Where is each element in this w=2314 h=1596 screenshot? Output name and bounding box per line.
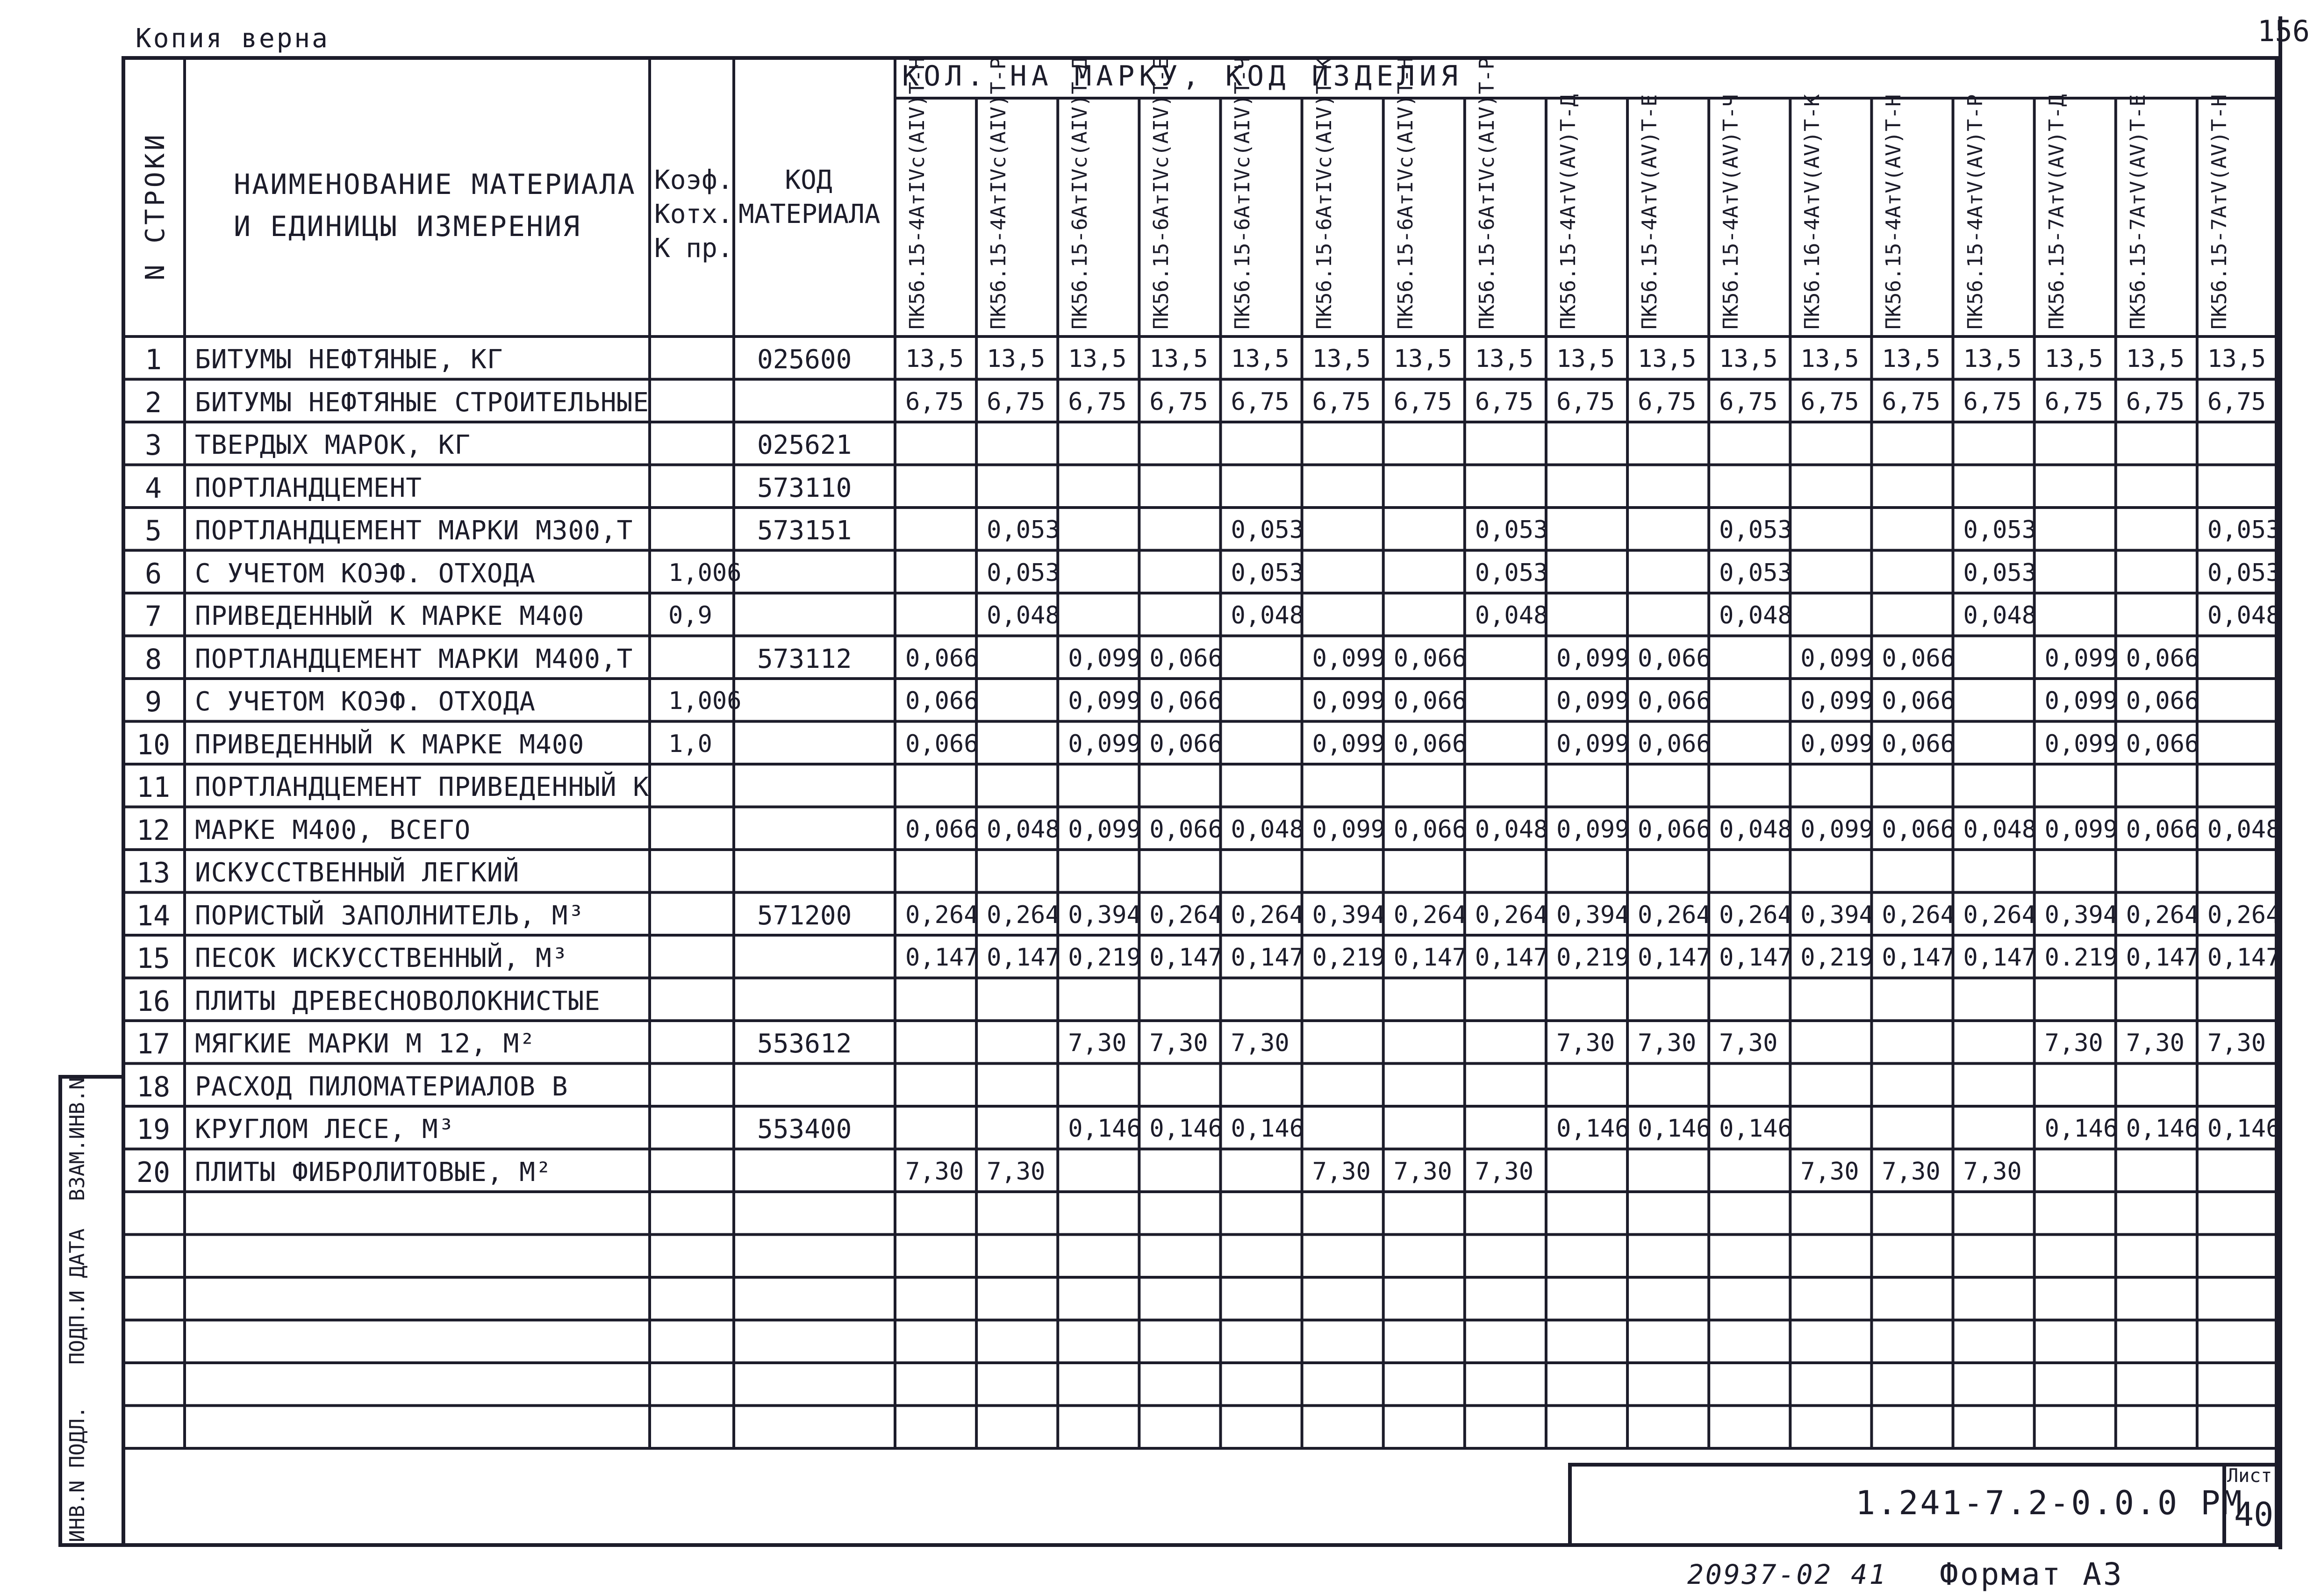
product-code-header: ПК56.15-6АтIVс(АIV)Т-Ч: [1231, 57, 1255, 329]
quantity-value: 6,75: [1638, 387, 1697, 416]
material-name: ПОРТЛАНДЦЕМЕНТ МАРКИ М400,Т: [195, 644, 633, 674]
quantity-value: 0,147: [1638, 944, 1711, 972]
header-name-line1: НАИМЕНОВАНИЕ МАТЕРИАЛА: [234, 168, 636, 201]
quantity-value: 0,053: [987, 516, 1060, 544]
quantity-value: 0,053: [1719, 516, 1792, 544]
quantity-value: 7,30: [987, 1157, 1046, 1186]
quantity-value: 0.219: [2044, 944, 2118, 972]
quantity-value: 0,264: [1638, 901, 1711, 929]
material-name: ТВЕРДЫХ МАРОК, КГ: [195, 430, 471, 460]
quantity-value: 7,30: [1149, 1029, 1208, 1057]
header-coef-line2: Котх.: [654, 199, 733, 229]
quantity-value: 0,048: [2207, 601, 2281, 630]
quantity-value: 0,146: [1719, 1115, 1792, 1143]
product-code-header: ПК56.16-4АтV(АV)Т-К: [1800, 94, 1825, 329]
product-code-header: ПК56.15-4АтV(АV)Т-Н: [1882, 94, 1906, 329]
material-name: С УЧЕТОМ КОЭФ. ОТХОДА: [195, 687, 536, 717]
quantity-value: 7,30: [2126, 1029, 2185, 1057]
quantity-value: 6,75: [1800, 387, 1859, 416]
quantity-value: 0,264: [1963, 901, 2037, 929]
quantity-value: 13,5: [1719, 345, 1778, 373]
row-number: 2: [144, 386, 162, 419]
header-code-line2: МАТЕРИАЛА: [738, 199, 881, 229]
quantity-value: 0,099: [1556, 644, 1630, 673]
quantity-value: 0,099: [1800, 730, 1874, 758]
quantity-value: 0,066: [2126, 730, 2199, 758]
quantity-value: 0,053: [1963, 516, 2037, 544]
quantity-value: 0,053: [987, 558, 1060, 587]
quantity-value: 0,066: [1638, 644, 1711, 673]
quantity-value: 0,147: [905, 944, 979, 972]
side-stamp-label: ИНВ.N ПОДЛ.: [65, 1406, 89, 1542]
quantity-value: 0,048: [1963, 815, 2037, 844]
quantity-value: 0,048: [987, 815, 1060, 844]
quantity-value: 0,146: [2207, 1115, 2281, 1143]
quantity-value: 0,099: [1800, 644, 1874, 673]
sheet-number: 40: [2234, 1496, 2274, 1534]
product-code-header: ПК56.15-4АтIVс(АIV)Т-Р: [987, 57, 1011, 329]
quantity-value: 7,30: [1068, 1029, 1127, 1057]
quantity-value: 0,066: [1149, 815, 1223, 844]
quantity-value: 0,147: [987, 944, 1060, 972]
quantity-value: 0,066: [905, 644, 979, 673]
quantity-value: 0,146: [1068, 1115, 1141, 1143]
material-name: КРУГЛОМ ЛЕСЕ, М³: [195, 1114, 455, 1145]
quantity-value: 0,264: [1719, 901, 1792, 929]
quantity-value: 0,099: [1312, 815, 1386, 844]
quantity-value: 6,75: [1393, 387, 1452, 416]
quantity-value: 13,5: [905, 345, 964, 373]
quantity-value: 6,75: [1882, 387, 1941, 416]
material-name: С УЧЕТОМ КОЭФ. ОТХОДА: [195, 558, 536, 589]
product-code-header: ПК56.15-4АтV(АV)Т-Д: [1556, 94, 1580, 329]
header-code-line1: КОД: [785, 165, 832, 195]
quantity-value: 0,147: [2126, 944, 2199, 972]
material-code: 571200: [757, 900, 852, 931]
side-stamp: [58, 1075, 122, 1547]
quantity-value: 6,75: [2044, 387, 2103, 416]
quantity-value: 0,099: [1068, 644, 1141, 673]
quantity-value: 6,75: [2207, 387, 2266, 416]
quantity-value: 13,5: [1149, 345, 1208, 373]
quantity-value: 7,30: [905, 1157, 964, 1186]
material-name: МЯГКИЕ МАРКИ М 12, М²: [195, 1029, 536, 1059]
quantity-value: 0,066: [1393, 730, 1467, 758]
row-number: 15: [136, 942, 171, 975]
coefficient-value: 1,006: [668, 558, 742, 587]
frame-right-border: [2278, 16, 2287, 1549]
quantity-value: 13,5: [2207, 345, 2266, 373]
quantity-value: 0,147: [1963, 944, 2037, 972]
sheet-label: Лист: [2227, 1465, 2272, 1487]
quantity-value: 0,147: [1149, 944, 1223, 972]
quantity-value: 0,147: [2207, 944, 2281, 972]
quantity-value: 0,147: [1882, 944, 1955, 972]
quantity-value: 0,048: [1963, 601, 2037, 630]
row-number: 12: [136, 814, 171, 847]
top-note: Копия верна: [136, 23, 330, 54]
quantity-value: 6,75: [1475, 387, 1534, 416]
quantity-value: 0,264: [987, 901, 1060, 929]
side-stamp-label: ВЗАМ.ИНВ.N: [65, 1077, 89, 1201]
quantity-value: 0,264: [1393, 901, 1467, 929]
material-code: 573112: [757, 644, 852, 674]
material-name: ПРИВЕДЕННЫЙ К МАРКЕ М400: [195, 601, 585, 631]
quantity-value: 6,75: [2126, 387, 2185, 416]
quantity-value: 0,099: [1068, 730, 1141, 758]
row-number: 3: [144, 429, 162, 462]
product-code-header: ПК56.15-6АтIVс(АIV)Т-Р: [1475, 57, 1499, 329]
material-name: РАСХОД ПИЛОМАТЕРИАЛОВ В: [195, 1071, 568, 1102]
quantity-value: 0,048: [1719, 601, 1792, 630]
quantity-value: 0,066: [1882, 730, 1955, 758]
material-name: БИТУМЫ НЕФТЯНЫЕ, КГ: [195, 344, 503, 375]
row-number: 5: [144, 515, 162, 547]
row-number: 19: [136, 1113, 171, 1146]
quantity-value: 0,264: [905, 901, 979, 929]
quantity-value: 0,048: [1231, 601, 1304, 630]
quantity-value: 0,146: [2126, 1115, 2199, 1143]
quantity-value: 7,30: [1475, 1157, 1534, 1186]
quantity-value: 7,30: [1556, 1029, 1615, 1057]
coefficient-value: 0,9: [668, 601, 712, 630]
quantity-value: 0,099: [1068, 687, 1141, 715]
bottom-format: Формат А3: [1940, 1556, 2124, 1592]
quantity-value: 0,146: [1556, 1115, 1630, 1143]
quantity-value: 0,066: [905, 730, 979, 758]
quantity-value: 0,264: [2126, 901, 2199, 929]
header-material-name: [234, 164, 636, 248]
row-number: 13: [136, 857, 171, 889]
quantity-value: 0,219: [1068, 944, 1141, 972]
material-code: 573151: [757, 515, 852, 546]
quantity-value: 0,394: [2044, 901, 2118, 929]
quantity-value: 0,048: [1475, 601, 1548, 630]
header-group-title: КОЛ. НА МАРКУ, КОД ИЗДЕЛИЯ: [902, 60, 1463, 93]
quantity-value: 0,099: [1556, 730, 1630, 758]
quantity-value: 0,048: [1231, 815, 1304, 844]
quantity-value: 0,146: [1638, 1115, 1711, 1143]
quantity-value: 13,5: [1638, 345, 1697, 373]
header-row-number: N СТРОКИ: [140, 132, 171, 280]
product-code-header: ПК56.15-6АтIVс(АIV)Т-Д: [1068, 57, 1092, 329]
quantity-value: 0,147: [1719, 944, 1792, 972]
quantity-value: 0,066: [1393, 687, 1467, 715]
row-number: 16: [136, 985, 171, 1018]
quantity-value: 7,30: [1963, 1157, 2022, 1186]
quantity-value: 6,75: [1312, 387, 1371, 416]
product-code-header: ПК56.15-4АтV(АV)Т-Ч: [1719, 94, 1743, 329]
quantity-value: 0,099: [1556, 687, 1630, 715]
row-number: 20: [136, 1156, 171, 1189]
quantity-value: 13,5: [1963, 345, 2022, 373]
material-name: ИСКУССТВЕННЫЙ ЛЕГКИЙ: [195, 858, 520, 888]
quantity-value: 0,099: [1312, 730, 1386, 758]
quantity-value: 0,147: [1393, 944, 1467, 972]
quantity-value: 0,066: [1882, 815, 1955, 844]
quantity-value: 6,75: [905, 387, 964, 416]
product-code-header: ПК56.15-4АтV(АV)Т-Е: [1638, 94, 1662, 329]
quantity-value: 6,75: [1149, 387, 1208, 416]
quantity-value: 0,099: [1800, 687, 1874, 715]
quantity-value: 0,066: [2126, 687, 2199, 715]
quantity-value: 0,394: [1068, 901, 1141, 929]
quantity-value: 0,146: [1231, 1115, 1304, 1143]
material-name: ПЕСОК ИСКУССТВЕННЫЙ, М³: [195, 943, 568, 973]
side-stamp-label: ПОДП.И ДАТА: [65, 1228, 89, 1365]
quantity-value: 7,30: [1393, 1157, 1452, 1186]
coefficient-value: 1,0: [668, 730, 712, 758]
quantity-value: 0,066: [1638, 815, 1711, 844]
quantity-value: 0,066: [1393, 644, 1467, 673]
row-number: 8: [144, 643, 162, 676]
header-coef-line1: Коэф.: [654, 165, 733, 195]
product-code-header: ПК56.15-7АтV(АV)Т-Н: [2207, 94, 2231, 329]
quantity-value: 0,264: [1882, 901, 1955, 929]
material-name: ПОРТЛАНДЦЕМЕНТ: [195, 472, 423, 503]
quantity-value: 7,30: [1800, 1157, 1859, 1186]
quantity-value: 0,066: [905, 815, 979, 844]
quantity-value: 0,053: [2207, 558, 2281, 587]
quantity-value: 0,066: [905, 687, 979, 715]
quantity-value: 0,048: [2207, 815, 2281, 844]
row-number: 1: [144, 344, 162, 376]
quantity-value: 0,066: [1638, 687, 1711, 715]
quantity-value: 7,30: [1312, 1157, 1371, 1186]
quantity-value: 6,75: [1231, 387, 1290, 416]
material-code: 025600: [757, 344, 852, 375]
quantity-value: 0,053: [2207, 516, 2281, 544]
quantity-value: 0,048: [1475, 815, 1548, 844]
quantity-value: 0,066: [1882, 644, 1955, 673]
material-name: ПРИВЕДЕННЫЙ К МАРКЕ М400: [195, 729, 585, 760]
quantity-value: 0,147: [1231, 944, 1304, 972]
document-code: 1.241-7.2-0.0.0 РМ: [1855, 1484, 2244, 1522]
material-name: ПОРТЛАНДЦЕМЕНТ МАРКИ М300,Т: [195, 515, 633, 546]
quantity-value: 0,099: [2044, 730, 2118, 758]
quantity-value: 0,066: [1882, 687, 1955, 715]
quantity-value: 0,066: [1149, 687, 1223, 715]
material-code: 025621: [757, 430, 852, 460]
quantity-value: 0,099: [1312, 687, 1386, 715]
quantity-value: 13,5: [1312, 345, 1371, 373]
quantity-value: 13,5: [987, 345, 1046, 373]
quantity-value: 13,5: [2126, 345, 2185, 373]
quantity-value: 0,048: [987, 601, 1060, 630]
quantity-value: 0,066: [1638, 730, 1711, 758]
quantity-value: 0,264: [1231, 901, 1304, 929]
quantity-value: 0,053: [1231, 516, 1304, 544]
row-number: 18: [136, 1070, 171, 1103]
product-code-header: ПК56.15-4АтIVс(АIV)Т-Н: [905, 57, 929, 329]
quantity-value: 0,066: [1393, 815, 1467, 844]
product-code-header: ПК56.15-7АтV(АV)Т-Д: [2044, 94, 2069, 329]
product-code-header: ПК56.15-4АтV(АV)Т-Р: [1963, 94, 1987, 329]
row-number: 9: [144, 686, 162, 718]
quantity-value: 13,5: [1231, 345, 1290, 373]
product-code-header: ПК56.15-6АтIVс(АIV)Т-К: [1312, 57, 1336, 329]
header-coefficient: [654, 164, 733, 265]
quantity-value: 0,053: [1231, 558, 1304, 587]
material-name: БИТУМЫ НЕФТЯНЫЕ СТРОИТЕЛЬНЫЕ: [195, 387, 650, 418]
row-number: 17: [136, 1028, 171, 1060]
quantity-value: 7,30: [2044, 1029, 2103, 1057]
material-name: МАРКЕ М400, ВСЕГО: [195, 815, 471, 845]
quantity-value: 13,5: [2044, 345, 2103, 373]
quantity-value: 6,75: [1068, 387, 1127, 416]
bottom-code: 20937-02 41: [1687, 1559, 1888, 1590]
row-number: 10: [136, 728, 171, 761]
quantity-value: 0,053: [1475, 516, 1548, 544]
quantity-value: 0,099: [2044, 687, 2118, 715]
quantity-value: 0,066: [2126, 644, 2199, 673]
row-number: 14: [136, 899, 171, 932]
quantity-value: 0,219: [1800, 944, 1874, 972]
header-coef-line3: К пр.: [654, 233, 733, 264]
quantity-value: 6,75: [1963, 387, 2022, 416]
quantity-value: 0,264: [1475, 901, 1548, 929]
quantity-value: 7,30: [1231, 1029, 1290, 1057]
row-number: 6: [144, 557, 162, 590]
quantity-value: 6,75: [1556, 387, 1615, 416]
quantity-value: 13,5: [1800, 345, 1859, 373]
quantity-value: 0,048: [1719, 815, 1792, 844]
quantity-value: 0,264: [1149, 901, 1223, 929]
material-code: 573110: [757, 472, 852, 503]
quantity-value: 13,5: [1068, 345, 1127, 373]
product-code-header: ПК56.15-6АтIVс(АIV)Т-Е: [1149, 57, 1174, 329]
quantity-value: 0,147: [1475, 944, 1548, 972]
material-name: ПОРИСТЫЙ ЗАПОЛНИТЕЛЬ, М³: [195, 900, 585, 931]
product-code-header: ПК56.15-6АтIVс(АIV)Т-Н: [1393, 57, 1418, 329]
quantity-value: 13,5: [1556, 345, 1615, 373]
page-number: 156: [2257, 14, 2310, 48]
quantity-value: 0,053: [1719, 558, 1792, 587]
quantity-value: 0,099: [2044, 644, 2118, 673]
row-number: 7: [144, 600, 162, 633]
quantity-value: 0,146: [1149, 1115, 1223, 1143]
material-code: 553400: [757, 1114, 852, 1145]
quantity-value: 13,5: [1475, 345, 1534, 373]
row-number: 11: [136, 771, 171, 804]
quantity-value: 7,30: [1882, 1157, 1941, 1186]
quantity-value: 0,394: [1556, 901, 1630, 929]
quantity-value: 0,099: [1068, 815, 1141, 844]
quantity-value: 13,5: [1393, 345, 1452, 373]
quantity-value: 0,099: [1556, 815, 1630, 844]
quantity-value: 0,053: [1475, 558, 1548, 587]
quantity-value: 0,066: [1149, 730, 1223, 758]
quantity-value: 7,30: [2207, 1029, 2266, 1057]
material-code: 553612: [757, 1029, 852, 1059]
quantity-value: 0,066: [2126, 815, 2199, 844]
quantity-value: 0,394: [1800, 901, 1874, 929]
material-name: ПЛИТЫ ДРЕВЕСНОВОЛОКНИСТЫЕ: [195, 986, 601, 1016]
quantity-value: 0,219: [1312, 944, 1386, 972]
material-name: ПЛИТЫ ФИБРОЛИТОВЫЕ, М²: [195, 1157, 552, 1188]
quantity-value: 13,5: [1882, 345, 1941, 373]
header-material-code: [738, 164, 879, 232]
quantity-value: 6,75: [987, 387, 1046, 416]
product-code-header: ПК56.15-7АтV(АV)Т-Е: [2126, 94, 2150, 329]
quantity-value: 0,099: [1800, 815, 1874, 844]
coefficient-value: 1,006: [668, 687, 742, 715]
quantity-value: 0,053: [1963, 558, 2037, 587]
quantity-value: 0,219: [1556, 944, 1630, 972]
quantity-value: 0,264: [2207, 901, 2281, 929]
quantity-value: 0,099: [2044, 815, 2118, 844]
quantity-value: 0,099: [1312, 644, 1386, 673]
quantity-value: 6,75: [1719, 387, 1778, 416]
quantity-value: 0,066: [1149, 644, 1223, 673]
header-name-line2: И ЕДИНИЦЫ ИЗМЕРЕНИЯ: [234, 210, 581, 243]
quantity-value: 7,30: [1638, 1029, 1697, 1057]
quantity-value: 0,146: [2044, 1115, 2118, 1143]
quantity-value: 0,394: [1312, 901, 1386, 929]
row-number: 4: [144, 472, 162, 505]
quantity-value: 7,30: [1719, 1029, 1778, 1057]
material-name: ПОРТЛАНДЦЕМЕНТ ПРИВЕДЕННЫЙ К: [195, 772, 650, 802]
